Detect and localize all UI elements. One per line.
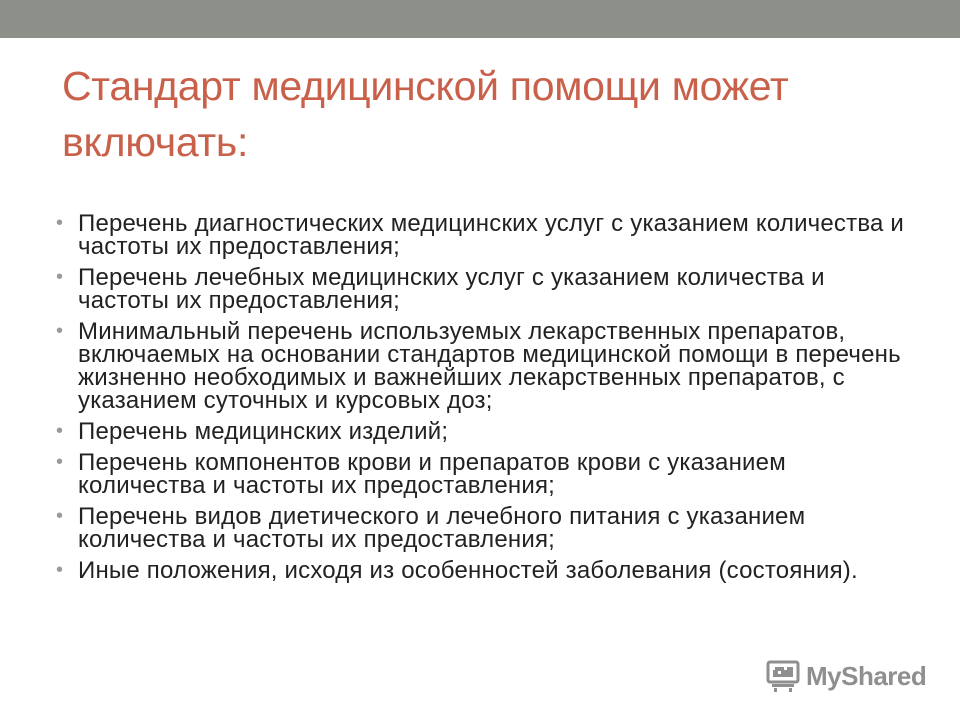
list-item xyxy=(56,266,916,312)
list-item xyxy=(56,212,916,258)
bullet-marker: • xyxy=(56,451,64,473)
bullet-text: Минимальный перечень используемых лекарственных препаратов, включаемых на основании стандартов медицинской помощи в перечень жизненно необходимых и важнейших лекарственных препаратов, с указанием суточных и курсовых доз; xyxy=(78,318,901,414)
presentation-board-icon xyxy=(766,660,800,692)
list-item xyxy=(56,559,916,582)
bullet-marker: • xyxy=(56,559,64,581)
bullet-text: Перечень лечебных медицинских услуг с указанием количества и частоты их предоставления; xyxy=(78,264,825,314)
bullet-text: Перечень диагностических медицинских услуг с указанием количества и частоты их предоставления; xyxy=(78,210,905,260)
list-item xyxy=(56,420,916,443)
bullet-text: Иные положения, исходя из особенностей заболевания (состояния). xyxy=(78,557,858,584)
bullet-text: Перечень видов диетического и лечебного питания с указанием количества и частоты их предоставления; xyxy=(78,503,806,553)
bullet-text: Перечень медицинских изделий; xyxy=(78,418,449,445)
bullet-marker: • xyxy=(56,505,64,527)
bullet-marker: • xyxy=(56,320,64,342)
bullet-marker: • xyxy=(56,266,64,288)
list-item xyxy=(56,320,916,412)
list-item xyxy=(56,505,916,551)
slide-title: Стандарт медицинской помощи может включать: xyxy=(62,63,789,165)
bullet-text: Перечень компонентов крови и препаратов крови с указанием количества и частоты их предоставления; xyxy=(78,449,786,499)
bullet-marker: • xyxy=(56,212,64,234)
myshared-watermark xyxy=(766,656,926,696)
list-item xyxy=(56,451,916,497)
bullet-marker: • xyxy=(56,420,64,442)
top-accent-bar xyxy=(0,0,960,38)
watermark-text: MyShared xyxy=(806,660,927,691)
bullet-list xyxy=(56,212,916,590)
